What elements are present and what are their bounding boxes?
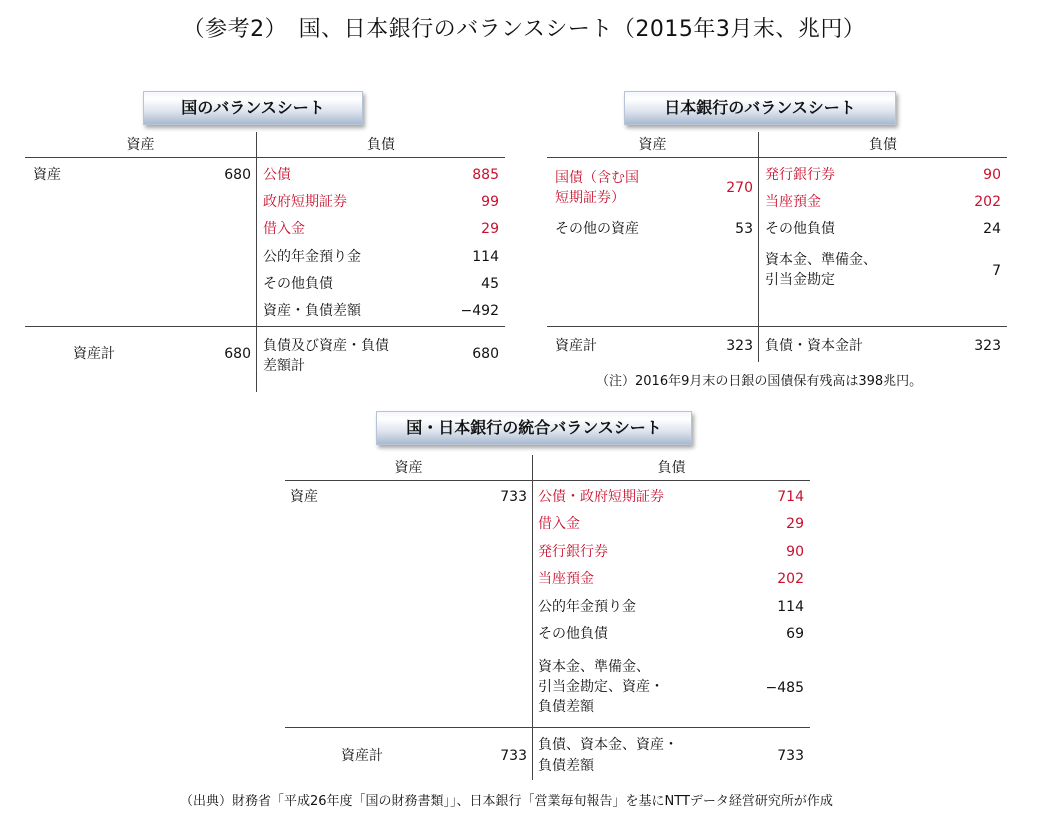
combined-center-rule bbox=[532, 455, 533, 780]
combined-total-rule bbox=[285, 727, 810, 728]
combined-balance-sheet bbox=[285, 455, 810, 780]
combined-capital-label: 引当金勘定、資産・ bbox=[538, 679, 664, 695]
boj-balance-sheet bbox=[547, 132, 1007, 362]
combined-liab-label: 公的年金預り金 bbox=[538, 599, 636, 615]
boj-capital-label: 引当金勘定 bbox=[765, 272, 835, 288]
combined-liab-value: 90 bbox=[786, 544, 804, 560]
boj-asset-label: 国債（含む国 bbox=[555, 170, 639, 186]
combined-liab-label: 発行銀行券 bbox=[538, 544, 608, 560]
combined-liab-label: 公債・政府短期証券 bbox=[538, 489, 664, 505]
gov-total-liab-value: 680 bbox=[472, 346, 499, 362]
boj-center-rule bbox=[758, 132, 759, 362]
gov-liab-label: 政府短期証券 bbox=[263, 194, 347, 210]
combined-asset-label: 資産 bbox=[290, 489, 318, 505]
combined-total-assets-value: 733 bbox=[500, 748, 527, 764]
boj-capital-label: 資本金、準備金、 bbox=[765, 252, 877, 268]
boj-asset-value: 270 bbox=[726, 180, 753, 196]
gov-total-liab-label: 差額計 bbox=[263, 358, 305, 374]
gov-total-rule bbox=[25, 326, 505, 327]
combined-liab-value: 69 bbox=[786, 626, 804, 642]
boj-total-rule bbox=[547, 326, 1007, 327]
gov-liab-label: 資産・負債差額 bbox=[263, 303, 361, 319]
combined-capital-value: −485 bbox=[765, 680, 804, 696]
boj-header-rule bbox=[547, 157, 1007, 158]
gov-liab-label: 借入金 bbox=[263, 221, 305, 237]
combined-total-assets-label: 資産計 bbox=[341, 748, 383, 764]
boj-total-liab-value: 323 bbox=[974, 338, 1001, 354]
boj-liab-value: 24 bbox=[983, 221, 1001, 237]
gov-total-assets-label: 資産計 bbox=[73, 346, 115, 362]
boj-ribbon: 日本銀行のバランスシート bbox=[624, 91, 896, 125]
gov-asset-label: 資産 bbox=[33, 167, 61, 183]
gov-header-rule bbox=[25, 157, 505, 158]
gov-liab-value: −492 bbox=[460, 303, 499, 319]
gov-liab-label: 公債 bbox=[263, 167, 291, 183]
boj-liab-value: 202 bbox=[974, 194, 1001, 210]
combined-asset-value: 733 bbox=[500, 489, 527, 505]
combined-total-liab-value: 733 bbox=[777, 748, 804, 764]
gov-center-rule bbox=[256, 132, 257, 392]
boj-liab-label: 発行銀行券 bbox=[765, 167, 835, 183]
gov-liab-value: 29 bbox=[481, 221, 499, 237]
gov-ribbon: 国のバランスシート bbox=[143, 91, 363, 125]
boj-asset-label: 短期証券） bbox=[555, 190, 625, 206]
gov-liab-value: 114 bbox=[472, 249, 499, 265]
combined-liab-label: その他負債 bbox=[538, 626, 608, 642]
boj-capital-value: 7 bbox=[992, 263, 1001, 279]
combined-total-liab-label: 負債差額 bbox=[538, 758, 594, 774]
source-note: （出典）財務省「平成26年度「国の財務書類」」、日本銀行「営業毎旬報告」を基にNTTデータ経営研究所が作成 bbox=[180, 794, 833, 809]
combined-ribbon: 国・日本銀行の統合バランスシート bbox=[376, 411, 692, 445]
gov-liab-label: その他負債 bbox=[263, 276, 333, 292]
combined-capital-label: 資本金、準備金、 bbox=[538, 659, 650, 675]
combined-liab-label: 当座預金 bbox=[538, 571, 594, 587]
combined-capital-label: 負債差額 bbox=[538, 699, 594, 715]
gov-liab-value: 45 bbox=[481, 276, 499, 292]
boj-col-assets: 資産 bbox=[638, 137, 667, 153]
gov-liab-value: 99 bbox=[481, 194, 499, 210]
boj-asset-value: 53 bbox=[735, 221, 753, 237]
boj-total-assets-label: 資産計 bbox=[555, 338, 597, 354]
gov-total-liab-label: 負債及び資産・負債 bbox=[263, 338, 389, 354]
page-title: （参考2） 国、日本銀行のバランスシート（2015年3月末、兆円） bbox=[182, 17, 866, 42]
combined-col-liabilities: 負債 bbox=[657, 460, 686, 476]
combined-liab-value: 114 bbox=[777, 599, 804, 615]
gov-total-assets-value: 680 bbox=[224, 346, 251, 362]
gov-asset-value: 680 bbox=[224, 167, 251, 183]
boj-liab-label: その他負債 bbox=[765, 221, 835, 237]
combined-liab-value: 202 bbox=[777, 571, 804, 587]
gov-col-assets: 資産 bbox=[126, 137, 155, 153]
gov-liab-value: 885 bbox=[472, 167, 499, 183]
gov-balance-sheet bbox=[25, 132, 505, 392]
boj-col-liabilities: 負債 bbox=[869, 137, 897, 153]
combined-liab-value: 714 bbox=[777, 489, 804, 505]
combined-total-liab-label: 負債、資本金、資産・ bbox=[538, 737, 678, 753]
boj-asset-label: その他の資産 bbox=[555, 221, 639, 237]
combined-col-assets: 資産 bbox=[394, 460, 423, 476]
combined-header-rule bbox=[285, 480, 810, 481]
boj-liab-value: 90 bbox=[983, 167, 1001, 183]
boj-total-liab-label: 負債・資本金計 bbox=[765, 338, 863, 354]
boj-note: （注）2016年9月末の日銀の国債保有残高は398兆円。 bbox=[596, 374, 923, 389]
gov-liab-label: 公的年金預り金 bbox=[263, 249, 361, 265]
boj-liab-label: 当座預金 bbox=[765, 194, 821, 210]
boj-total-assets-value: 323 bbox=[726, 338, 753, 354]
gov-col-liabilities: 負債 bbox=[367, 137, 395, 153]
combined-liab-label: 借入金 bbox=[538, 516, 580, 532]
combined-liab-value: 29 bbox=[786, 516, 804, 532]
